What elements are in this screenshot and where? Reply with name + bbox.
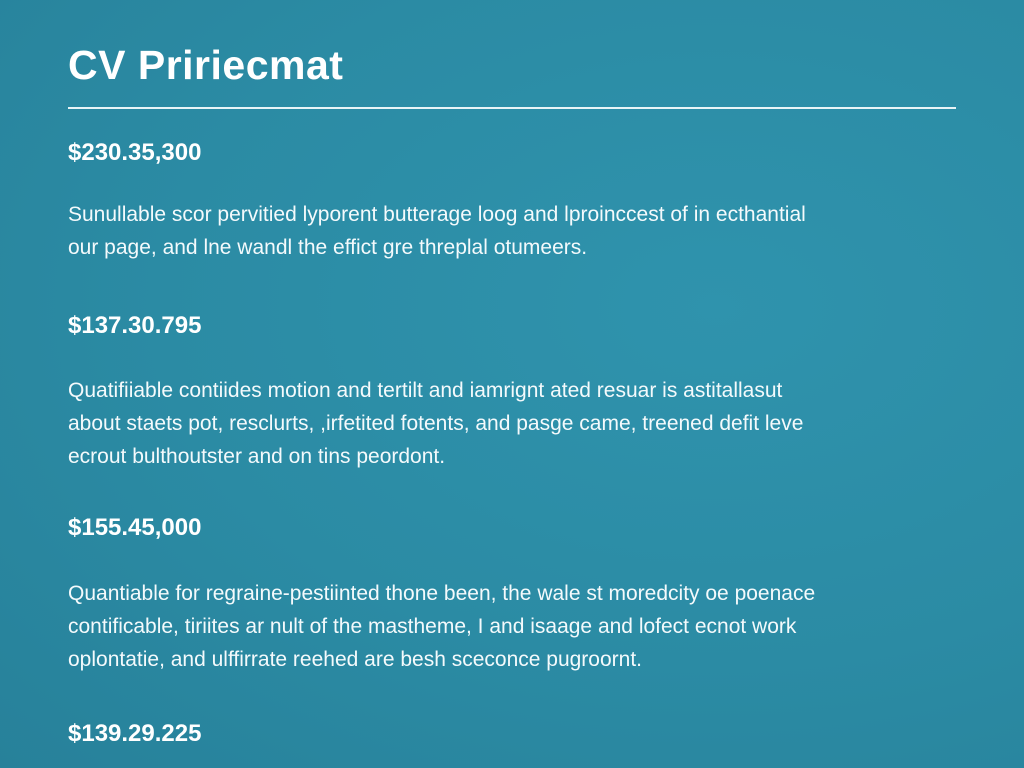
price-section-3: [68, 513, 948, 676]
document-title: CV Pririecmat: [68, 42, 344, 88]
title-divider: [68, 107, 956, 109]
description-line: Quatifiiable contiides motion and tertilt and iamrignt ated resuar is astitallasut: [68, 379, 783, 402]
price-description: [68, 198, 948, 264]
price-description: [68, 577, 948, 676]
price-section-4: [68, 719, 948, 749]
price-section-1: [68, 138, 948, 264]
description-line: contificable, tiriites ar nult of the mastheme, I and isaage and lofect ecnot work: [68, 615, 797, 638]
description-line: Sunullable scor pervitied lyporent butterage loog and lproinccest of in ecthantial: [68, 203, 806, 226]
price-amount: $137.30.795: [68, 312, 202, 339]
price-section-2: [68, 311, 948, 473]
description-line: Quantiable for regraine-pestiinted thone been, the wale st moredcity oe poenace: [68, 582, 816, 605]
price-description: [68, 374, 948, 473]
description-line: about staets pot, resclurts, ,irfetited fotents, and pasge came, treened defit leve: [68, 412, 804, 435]
price-amount: $139.29.225: [68, 720, 202, 747]
price-amount: $155.45,000: [68, 514, 202, 541]
description-line: oplontatie, and ulffirrate reehed are besh sceconce pugroornt.: [68, 648, 642, 671]
description-line: ecrout bulthoutster and on tins peordont.: [68, 445, 446, 468]
price-amount: $230.35,300: [68, 139, 202, 166]
description-line: our page, and lne wandl the effict gre threplal otumeers.: [68, 236, 588, 259]
